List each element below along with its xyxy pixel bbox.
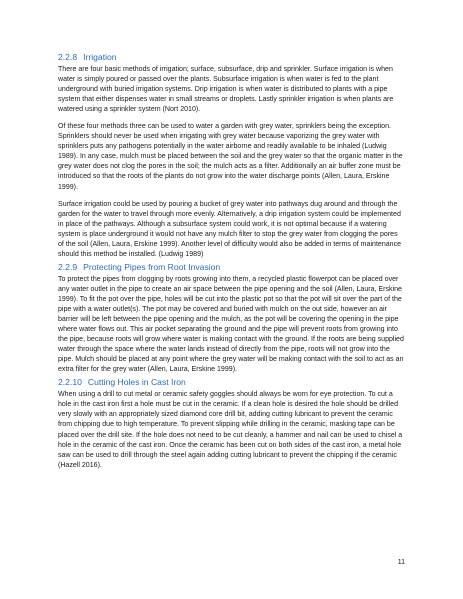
section-title: Protecting Pipes from Root Invasion	[83, 261, 221, 272]
paragraph: When using a drill to cut metal or ceramic safety goggles should always be worn for eye protection. To cut a hole in the cast iron first a hole must be cut in the ceramic. If a clean hole is desired the hole should be drilled very slowly with an appropriately sized diamond core drill bit, adding cutting lubricant to prevent the ceramic from chipping due to high temperature. To prevent slipping while drilling in the ceramic, masking tape can be placed over the drill site. If the hole does not need to be cut cleanly, a hammer and nail can be used to chisel a hole in the ceramic of the cast iron. Once the ceramic has been cut on both sides of the cast iron, a metal hole saw can be used to drill through the steel again adding cutting lubricant to prevent the chipping if the ceramic (Hazell 2016).	[58, 391, 403, 469]
paragraph: There are four basic methods of irrigation; surface, subsurface, drip and sprinkler. Surface irrigation is when water is simply poured or passed over the plants. Subsurface irrigation is when water is fed to the plant underground with buried irrigation systems. Drip irrigation is when water is distributed to plants with a pipe system that either dispenses water in small streams or droplets. Lastly sprinkler irrigation is when plants are watered using a sprinkler system (Nort 2010).	[58, 66, 394, 114]
section-heading-irrigation	[58, 52, 405, 63]
section-heading-protecting-pipes	[58, 262, 405, 273]
section-title: Cutting Holes in Cast Iron	[87, 377, 186, 388]
paragraph: Surface irrigation could be used by pouring a bucket of grey water into pathways dug around and through the garden for the water to travel through more evenly. Alternatively, a drip irrigation system could be implemented in place of the pathways. Although a subsurface system could work, it is not optimal because if a watering system is place underground it would not have any mulch filter to stop the grey water from clogging the pores of the soil (Allen, Laura, Erskine 1999). Another level of difficulty would also be added in terms of maintenance should this method be installed. (Ludwig 1989)	[58, 200, 402, 258]
paragraph: To protect the pipes from clogging by roots growing into them, a recycled plastic flowerpot can be placed over any water outlet in the pipe to create an air space between the pipe opening and the soil (Allen, Laura, Erskine 1999). To fit the pot over the pipe, holes will be cut into the plastic pot so that the pot will sit over the part of the pipe with a water outlet(s). The pot may be covered and buried with mulch on the out side, however an air barrier will be left between the pipe opening and the mulch, as the pot will be covering the opening in the pipe where water flows out. This air pocket separating the ground and the pipe will prevent roots from growing into the pipe, because roots will grow where water is making contact with the ground. If the roots are being supplied water through the space where the water lands instead of directly from the pipe, roots will not grow into the pipe. Mulch should be placed at any point where the grey water will be making contact with the soil to act as an extra filter for the grey water (Allen, Laura, Erskine 1999).	[58, 275, 404, 374]
section-number: 2.2.8	[58, 52, 78, 62]
section-number: 2.2.9	[58, 261, 78, 272]
page-number: 11	[397, 559, 405, 566]
section-title: Irrigation	[83, 52, 117, 62]
paragraph: Of these four methods three can be used to water a garden with grey water, sprinklers being the exception. Sprinklers should never be used when irrigating with grey water because vaporizing the grey water with sprinklers puts any pathogens potentially in the water airborne and readily available to be inhaled (Ludwig 1989). In any case, mulch must be placed between the soil and the grey water so that the organic matter in the grey water does not clog the pores in the soil; the mulch acts as a filter. Additionally an air buffer zone must be introduced so that the roots of the plants do not grow into the water discharge points (Allen, Laura, Erskine 1999).	[58, 123, 403, 191]
section-number: 2.2.10	[58, 377, 82, 388]
section-heading-cutting-holes	[58, 377, 405, 388]
